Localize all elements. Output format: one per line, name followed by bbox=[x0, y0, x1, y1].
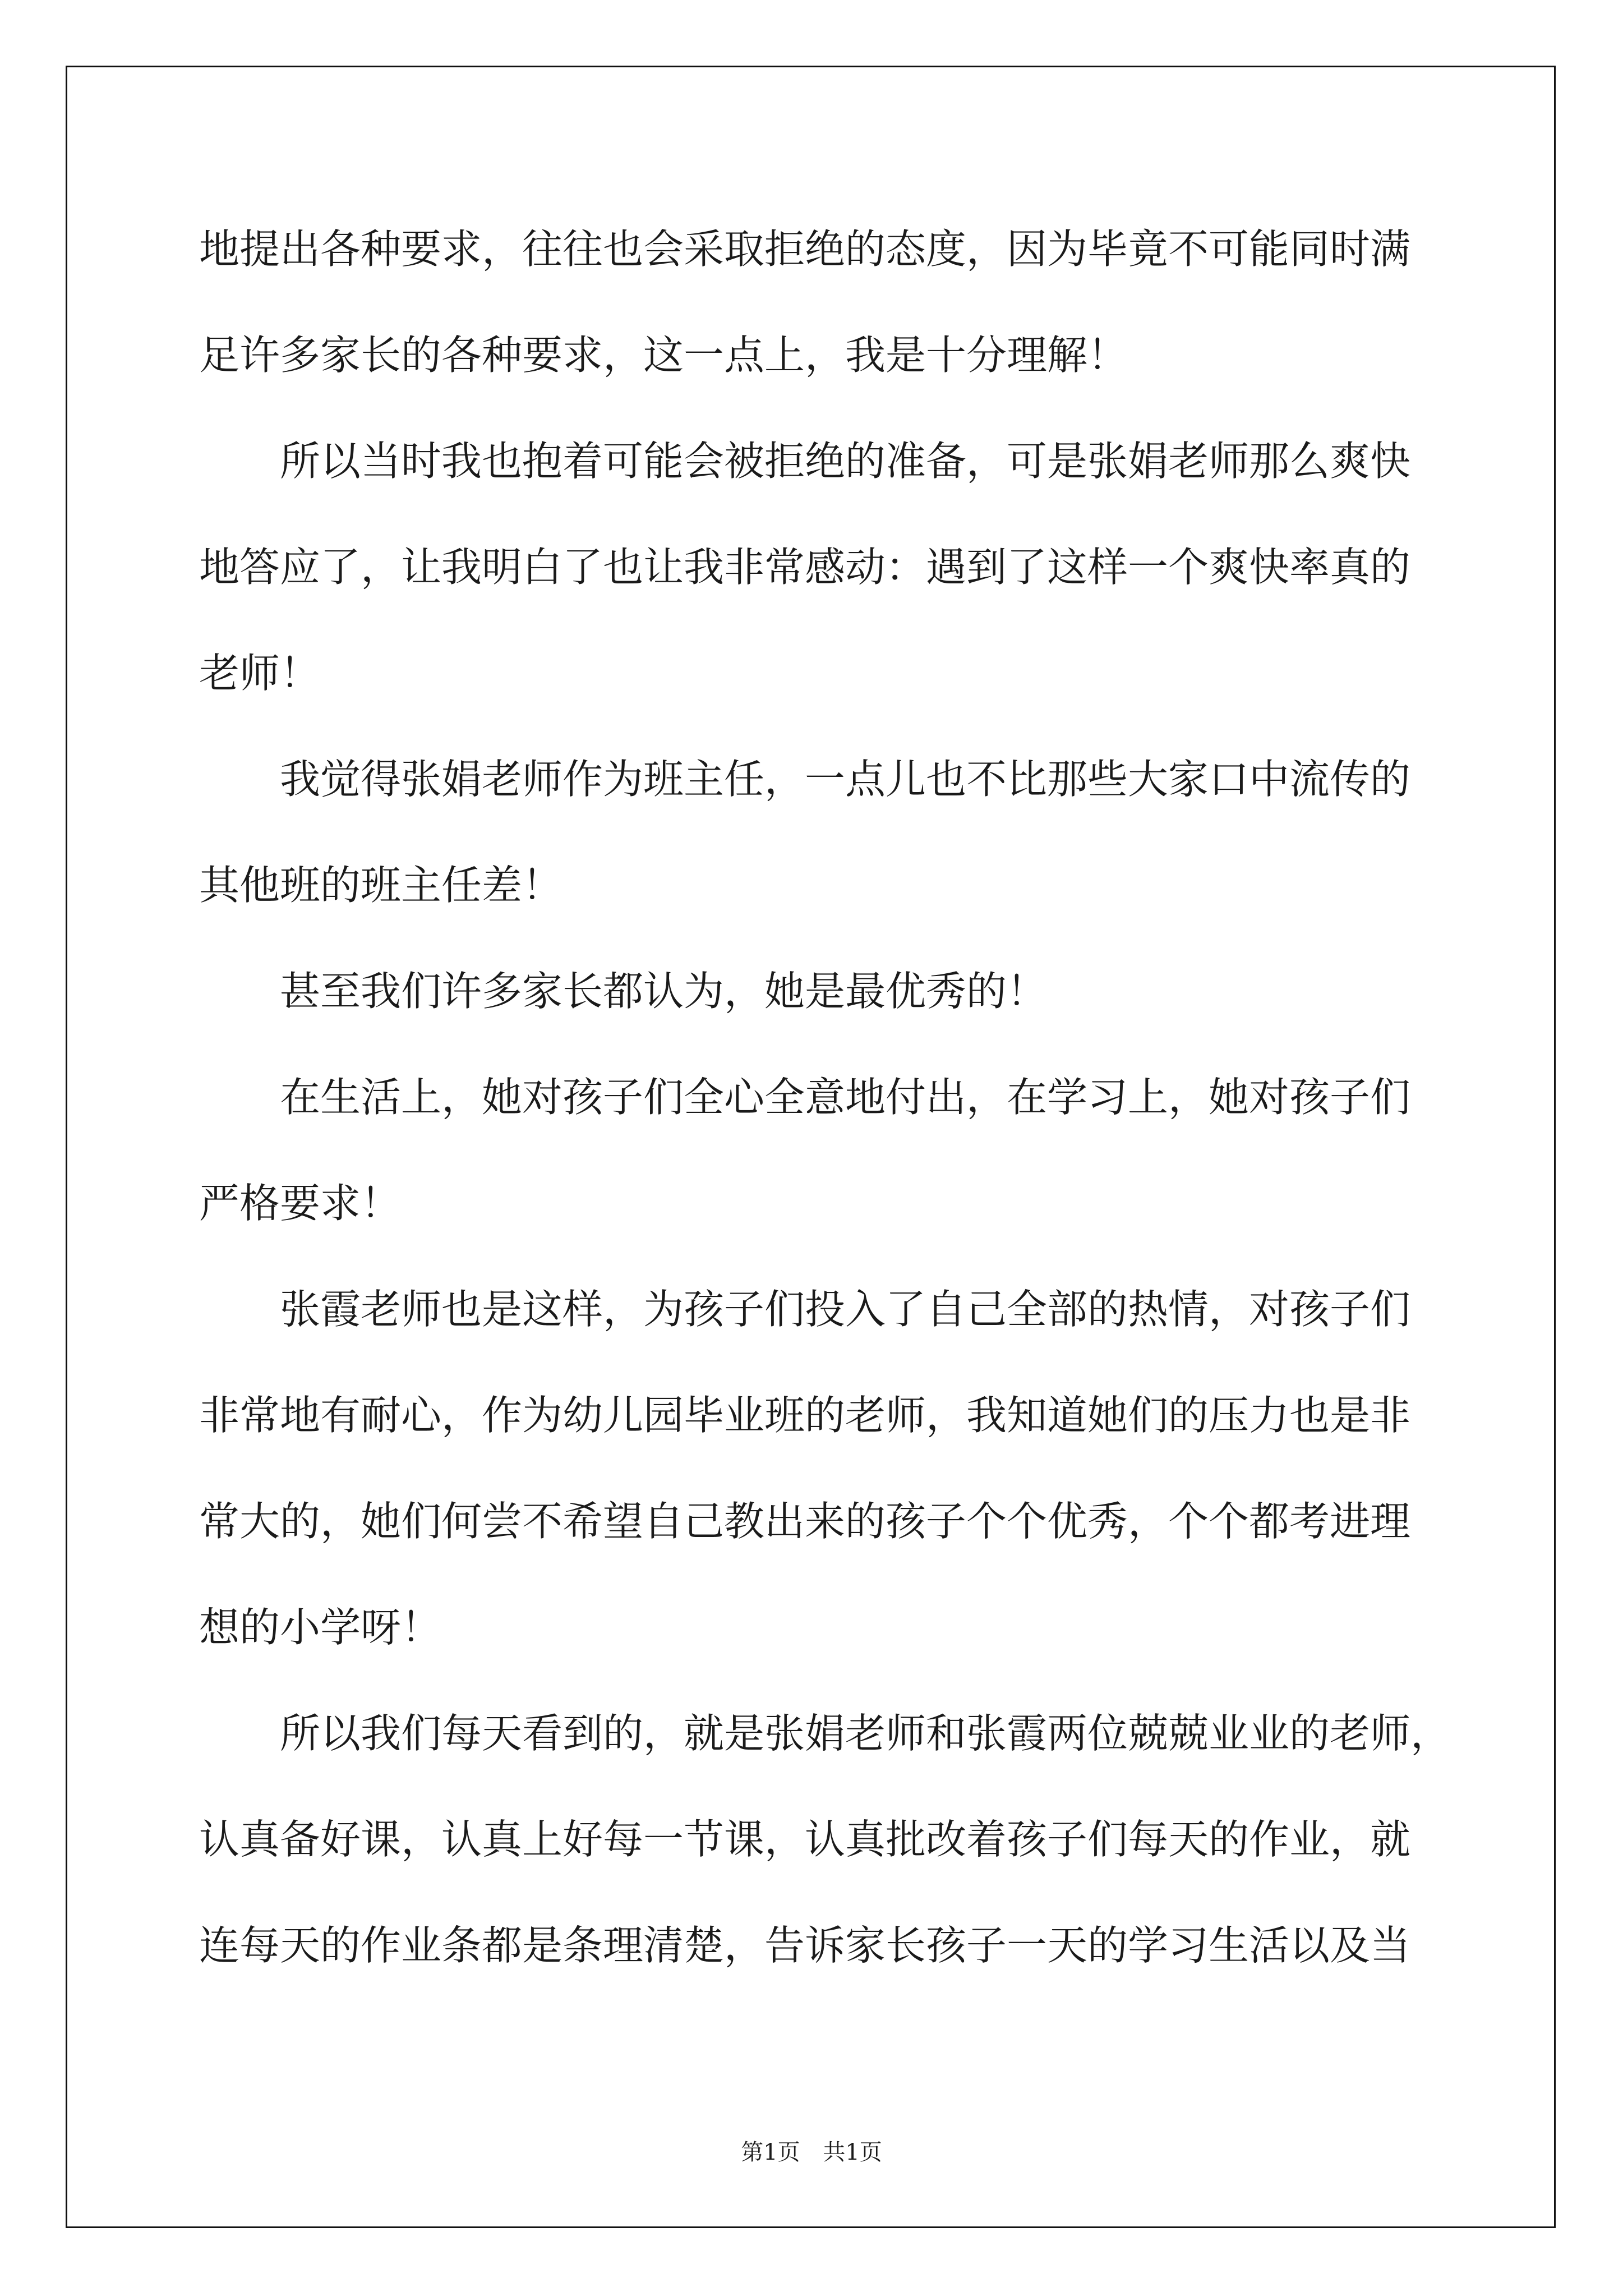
text-line: 所以我们每天看到的，就是张娟老师和张霞两位兢兢业业的老师， bbox=[199, 1710, 1451, 1757]
text-line: 非常地有耐心，作为幼儿园毕业班的老师，我知道她们的压力也是非 bbox=[199, 1392, 1411, 1439]
text-line: 所以当时我也抱着可能会被拒绝的准备，可是张娟老师那么爽快 bbox=[199, 438, 1411, 485]
text-line: 其他班的班主任差！ bbox=[199, 862, 563, 909]
text-line: 张霞老师也是这样，为孩子们投入了自己全部的热情，对孩子们 bbox=[199, 1286, 1411, 1333]
page-number: 第1页 bbox=[741, 2139, 800, 2165]
text-line: 足许多家长的各种要求，这一点上，我是十分理解！ bbox=[199, 332, 1128, 379]
page-total: 共1页 bbox=[823, 2139, 882, 2165]
text-line: 我觉得张娟老师作为班主任，一点儿也不比那些大家口中流传的 bbox=[199, 756, 1411, 803]
text-line: 常大的，她们何尝不希望自己教出来的孩子个个优秀，个个都考进理 bbox=[199, 1498, 1411, 1545]
page-footer bbox=[0, 2134, 1623, 2166]
text-line: 地提出各种要求，往往也会采取拒绝的态度，因为毕竟不可能同时满 bbox=[199, 226, 1411, 273]
document-body bbox=[199, 196, 1451, 1999]
text-line: 严格要求！ bbox=[199, 1180, 402, 1227]
text-line: 认真备好课，认真上好每一节课，认真批改着孩子们每天的作业，就 bbox=[199, 1816, 1411, 1863]
text-line: 想的小学呀！ bbox=[199, 1604, 442, 1651]
text-line: 连每天的作业条都是条理清楚，告诉家长孩子一天的学习生活以及当 bbox=[199, 1922, 1411, 1969]
text-line: 在生活上，她对孩子们全心全意地付出，在学习上，她对孩子们 bbox=[199, 1074, 1411, 1121]
text-line: 地答应了，让我明白了也让我非常感动：遇到了这样一个爽快率真的 bbox=[199, 544, 1411, 591]
text-line: 甚至我们许多家长都认为，她是最优秀的！ bbox=[199, 968, 1048, 1015]
text-line: 老师！ bbox=[199, 650, 321, 697]
